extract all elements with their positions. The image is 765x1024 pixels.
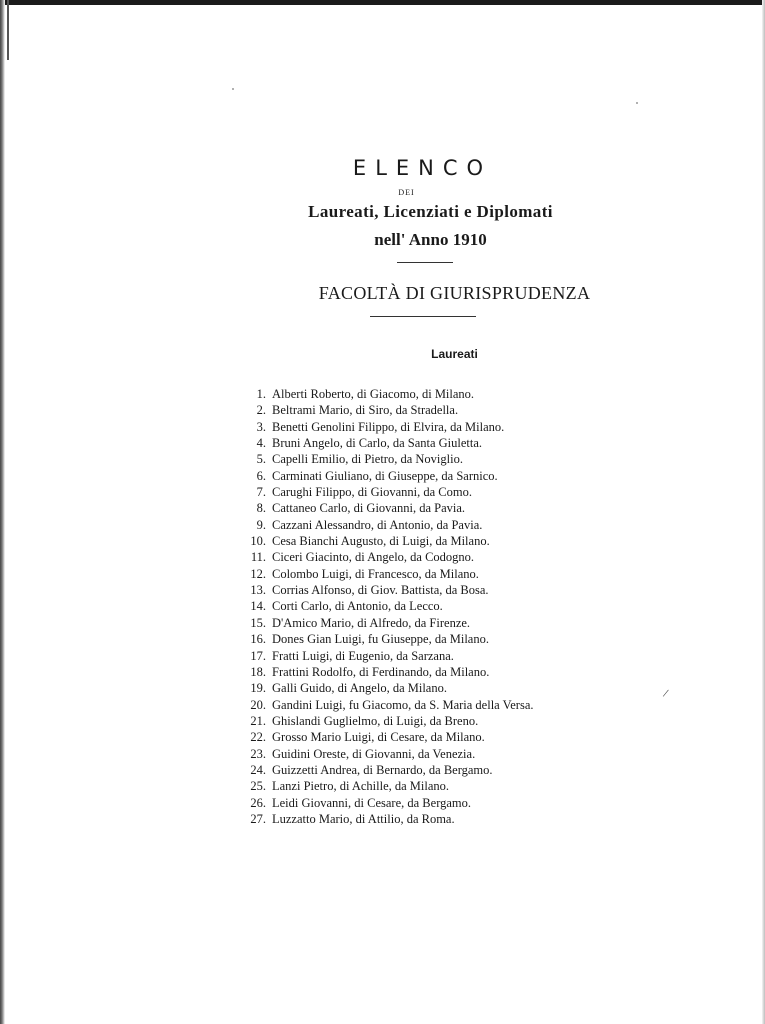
paper-speck (636, 102, 638, 104)
list-item-number: 16. (250, 632, 266, 647)
list-item (238, 811, 534, 827)
document-subtitle: Laureati, Licenziati e Diplomati (308, 202, 553, 221)
list-item (238, 598, 534, 614)
list-item (238, 402, 534, 418)
list-item-text: Carminati Giuliano, di Giuseppe, da Sarnico. (272, 468, 498, 483)
list-item-text: Benetti Genolini Filippo, di Elvira, da Milano. (272, 419, 505, 434)
list-item-text: Corrias Alfonso, di Giov. Battista, da Bosa. (272, 583, 489, 598)
list-item-text: Colombo Luigi, di Francesco, da Milano. (272, 566, 479, 581)
list-item (238, 549, 534, 565)
list-item-number: 1. (256, 387, 266, 401)
list-item-number: 14. (250, 599, 266, 614)
list-item-text: Frattini Rodolfo, di Ferdinando, da Milano. (272, 664, 490, 679)
list-item (238, 680, 534, 696)
list-item (238, 729, 534, 745)
list-item (238, 664, 534, 680)
list-item (238, 615, 534, 631)
divider-rule (370, 316, 476, 317)
list-item-text: Leidi Giovanni, di Cesare, da Bergamo. (272, 795, 472, 810)
list-item-number: 17. (250, 648, 266, 663)
list-item-number: 6. (256, 468, 266, 483)
list-item-text: Guizzetti Andrea, di Bernardo, da Bergamo. (272, 762, 493, 777)
list-item-number: 9. (256, 517, 266, 532)
list-item (238, 484, 534, 500)
graduate-list (238, 386, 534, 827)
list-item-text: D'Amico Mario, di Alfredo, da Firenze. (272, 615, 471, 630)
list-item-number: 2. (256, 403, 266, 418)
page-top-border (0, 0, 765, 5)
list-item-number: 23. (250, 746, 266, 761)
list-item-text: Dones Gian Luigi, fu Giuseppe, da Milano. (272, 632, 489, 647)
page-left-edge (0, 0, 5, 1024)
list-item-text: Corti Carlo, di Antonio, da Lecco. (272, 599, 443, 614)
list-item-text: Luzzatto Mario, di Attilio, da Roma. (272, 811, 455, 826)
binding-mark (7, 0, 9, 60)
list-item (238, 500, 534, 516)
list-item (238, 435, 534, 451)
list-item-number: 24. (250, 762, 266, 777)
list-item-number: 22. (250, 730, 266, 745)
list-item-number: 21. (250, 713, 266, 728)
list-item (238, 631, 534, 647)
list-item-number: 25. (250, 779, 266, 794)
list-item (238, 697, 534, 713)
list-item-number: 13. (250, 583, 266, 598)
list-item-text: Fratti Luigi, di Eugenio, da Sarzana. (272, 648, 454, 663)
list-item-number: 3. (256, 419, 266, 434)
faculty-heading: FACOLTÀ DI GIURISPRUDENZA (318, 283, 591, 303)
list-item-text: Cazzani Alessandro, di Antonio, da Pavia. (272, 517, 483, 532)
section-heading: Laureati (431, 347, 478, 361)
list-item-number: 26. (250, 795, 266, 810)
list-item (238, 713, 534, 729)
list-item-text: Gandini Luigi, fu Giacomo, da S. Maria della Versa. (272, 697, 534, 712)
list-item-text: Cesa Bianchi Augusto, di Luigi, da Milano. (272, 534, 490, 549)
list-item-number: 10. (250, 534, 266, 549)
list-item (238, 468, 534, 484)
list-item-text: Lanzi Pietro, di Achille, da Milano. (272, 779, 450, 794)
document-title: ELENCO (352, 156, 493, 180)
list-item-number: 18. (250, 664, 266, 679)
list-item-text: Ciceri Giacinto, di Angelo, da Codogno. (272, 550, 475, 565)
list-item-number: 15. (250, 615, 266, 630)
list-item-number: 12. (250, 566, 266, 581)
list-item (238, 795, 534, 811)
list-item-text: Carughi Filippo, di Giovanni, da Como. (272, 485, 472, 500)
list-item-number: 5. (256, 452, 266, 467)
paper-speck (232, 88, 234, 90)
list-item-text: Guidini Oreste, di Giovanni, da Venezia. (272, 746, 476, 761)
list-item-text: Capelli Emilio, di Pietro, da Noviglio. (272, 452, 463, 467)
list-item-number: 27. (250, 811, 266, 826)
document-year: nell' Anno 1910 (374, 230, 487, 249)
list-item-text: Ghislandi Guglielmo, di Luigi, da Breno. (272, 713, 479, 728)
list-item (238, 566, 534, 582)
list-item (238, 517, 534, 533)
list-item-number: 20. (250, 697, 266, 712)
list-item-number: 7. (256, 485, 266, 500)
list-item-text: Grosso Mario Luigi, di Cesare, da Milano. (272, 730, 485, 745)
list-item-text: Alberti Roberto, di Giacomo, di Milano. (272, 387, 475, 401)
list-item-number: 4. (256, 436, 266, 451)
list-item-number: 8. (256, 501, 266, 516)
list-item (238, 386, 534, 402)
list-item (238, 648, 534, 664)
document-title-connector: DEI (398, 188, 415, 197)
list-item (238, 419, 534, 435)
list-item-text: Cattaneo Carlo, di Giovanni, da Pavia. (272, 501, 466, 516)
list-item-text: Beltrami Mario, di Siro, da Stradella. (272, 403, 459, 418)
list-item-text: Galli Guido, di Angelo, da Milano. (272, 681, 447, 696)
list-item (238, 533, 534, 549)
list-item (238, 762, 534, 778)
list-item-number: 11. (250, 550, 266, 565)
list-item (238, 746, 534, 762)
list-item-number: 19. (250, 681, 266, 696)
divider-rule (397, 262, 453, 263)
list-item (238, 778, 534, 794)
list-item (238, 451, 534, 467)
list-item-text: Bruni Angelo, di Carlo, da Santa Giuletta. (272, 436, 483, 451)
stray-ink-mark: / (661, 685, 670, 701)
list-item (238, 582, 534, 598)
